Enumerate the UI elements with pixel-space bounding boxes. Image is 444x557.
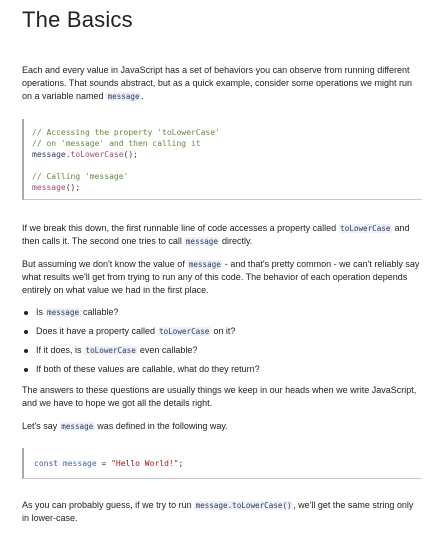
inline-code: message [107, 92, 140, 101]
inline-code: message [185, 237, 218, 246]
unknown-value-paragraph: But assuming we don't know the value of message - and that's pretty common - we can't reliably say what results we'll get from trying to run any of this code. The behavior of each operation depends entirely on what value we had in the first place. [22, 259, 420, 295]
bullet-icon [24, 349, 28, 353]
code-block [22, 448, 422, 479]
code-comment: // on 'message' and then calling it [32, 139, 201, 148]
inline-code: message [47, 308, 80, 317]
breakdown-paragraph: If we break this down, the first runnable line of code accesses a property called toLowerCase and then calls it. The second one tries to call message directly. [22, 223, 410, 246]
bullet-icon [24, 368, 28, 372]
list-item: Is message callable? [36, 306, 422, 319]
page-title: The Basics [22, 7, 133, 32]
code-line: message(); [32, 183, 81, 192]
list-item: If both of these values are callable, what do they return? [36, 363, 422, 376]
inline-code: message [188, 260, 221, 269]
inline-code: message [61, 422, 94, 431]
guess-paragraph: As you can probably guess, if we try to run message.toLowerCase() , we'll get the same string only in lower-case. [22, 500, 414, 523]
code-line: const message = "Hello World!"; [34, 459, 184, 468]
inline-code: toLowerCase [159, 327, 210, 336]
bullet-icon [24, 311, 28, 315]
inline-code: message.toLowerCase() [195, 501, 292, 510]
code-comment: // Accessing the property 'toLowerCase' [32, 128, 220, 137]
code-block [22, 119, 422, 200]
code-line: message.toLowerCase(); [32, 150, 138, 159]
inline-code: toLowerCase [340, 224, 391, 233]
bullet-icon [24, 330, 28, 334]
questions-list [22, 306, 422, 376]
list-item: If it does, is toLowerCase even callable? [36, 344, 422, 357]
lets-say-paragraph: Let's say message was defined in the following way. [22, 421, 228, 431]
intro-paragraph: Each and every value in JavaScript has a set of behaviors you can observe from running different operations. That sounds abstract, but as a quick example, consider some operations we might run on a variable named message . [22, 65, 413, 101]
answers-paragraph: The answers to these questions are usually things we keep in our heads when we write JavaScript, and we have to hope we got all the details right. [22, 385, 417, 408]
inline-code: toLowerCase [85, 346, 136, 355]
code-comment: // Calling 'message' [32, 172, 129, 181]
list-item: Does it have a property called toLowerCase on it? [36, 325, 422, 338]
